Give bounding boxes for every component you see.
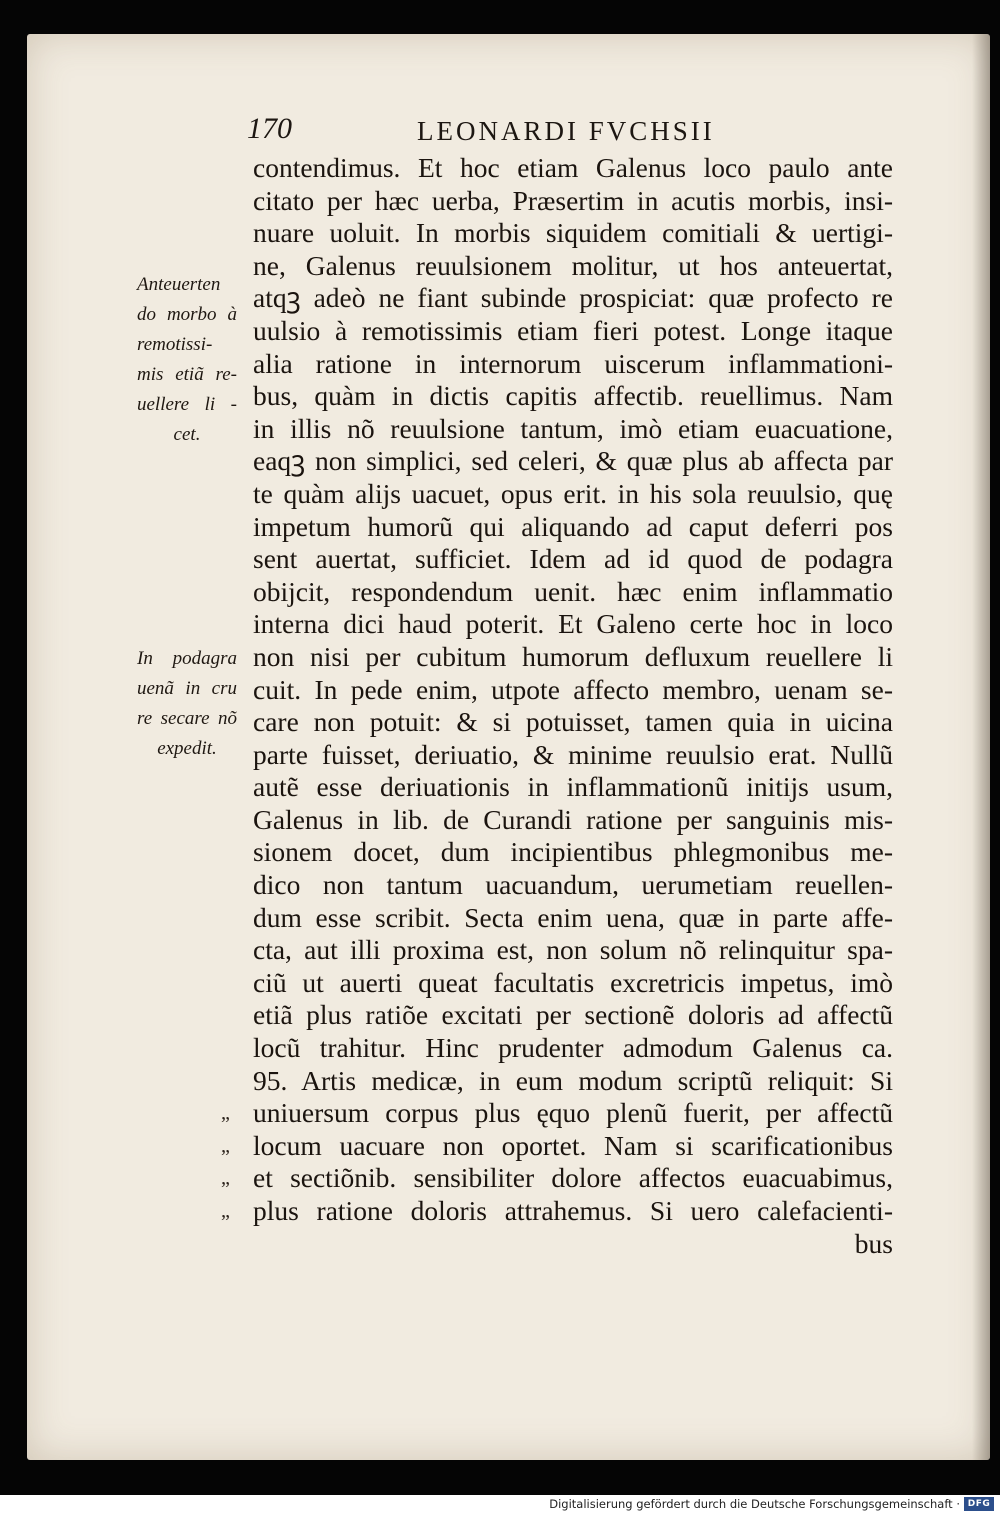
margin-note-line: uenã in cru [137, 678, 237, 699]
text-line: uulsio à remotissimis etiam fieri potest. Longe itaque [253, 314, 893, 346]
text-line: in illis nõ reuulsione tantum, imò etiam euacuatione, [253, 412, 893, 444]
text-line: non nisi per cubitum humorum defluxum reuellere li [253, 640, 893, 672]
text-line: citato per hæc uerba, Præsertim in acutis morbis, insi- [253, 184, 893, 216]
text-line: sionem docet, dum incipientibus phlegmonibus me- [253, 836, 893, 868]
text-line: care non potuit: & si potuisset, tamen quia in uicina [253, 706, 893, 738]
dfg-logo-icon: DFG [964, 1497, 994, 1511]
text-line: parte fuisset, deriuatio, & minime reuulsio erat. Nullũ [253, 738, 893, 770]
digitization-footer [0, 1495, 1000, 1515]
running-head [247, 112, 747, 152]
text-line: locũ trahitur. Hinc prudenter admodum Galenus ca. [253, 1032, 893, 1064]
margin-note-line: expedit. [157, 738, 217, 759]
margin-note-line: uellere li - [137, 394, 237, 415]
quoted-text-line [221, 1195, 893, 1228]
quotation-mark: „ [221, 1134, 230, 1157]
text-line: dum esse scribit. Secta enim uena, quæ in parte affe- [253, 901, 893, 933]
running-title: LEONARDI FVCHSII [417, 116, 715, 146]
text-line: ne, Galenus reuulsionem molitur, ut hos anteuertat, [253, 249, 893, 281]
margin-note-line: re secare nõ [137, 708, 237, 729]
quotation-mark: „ [221, 1102, 230, 1125]
text-line-content: locum uacuare non oportet. Nam si scarificationibus [253, 1129, 893, 1161]
text-line: ciũ ut auerti queat facultatis excretricis impetus, imò [253, 966, 893, 998]
text-line-content: uniuersum corpus plus ęquo plenũ fuerit, per affectũ [253, 1097, 893, 1129]
quoted-text-line [221, 1097, 893, 1130]
text-line: contendimus. Et hoc etiam Galenus loco paulo ante [253, 152, 893, 183]
text-line: obijcit, respondendum uenit. hæc enim inflammatio [253, 575, 893, 607]
margin-note-line: In podagra [137, 648, 237, 669]
text-line: atqꝫ adeò ne fiant subinde prospiciat: quæ profecto re [253, 282, 893, 314]
text-line-content: et sectiõnib. sensibiliter dolore affectos euacuabimus, [253, 1162, 893, 1194]
text-line: sent auertat, sufficiet. Idem ad id quod de podagra [253, 543, 893, 575]
text-line: autẽ esse deriuationis in inflammationũ initijs usum, [253, 771, 893, 803]
margin-note-anteuertendo [137, 270, 237, 450]
quotation-mark: „ [221, 1200, 230, 1222]
text-line: dico non tantum uacuandum, uerumetiam reuellen- [253, 869, 893, 901]
text-line: interna dici haud poterit. Et Galeno certe hoc in loco [253, 608, 893, 640]
text-line: alia ratione in internorum uiscerum inflammationi- [253, 347, 893, 379]
text-line: bus, quàm in dictis capitis affectib. reuellimus. Nam [253, 380, 893, 412]
main-text-block [221, 152, 893, 1260]
book-page [27, 34, 990, 1460]
text-line: cta, aut illi proxima est, non solum nõ relinquitur spa- [253, 934, 893, 966]
text-line: etiã plus ratiõe excitati per sectionẽ doloris ad affectũ [253, 999, 893, 1031]
quoted-text-line [221, 1162, 893, 1195]
quoted-text-line [221, 1129, 893, 1163]
margin-note-line: cet. [173, 424, 201, 445]
margin-note-line: Anteuerten [137, 274, 221, 295]
text-line: Galenus in lib. de Curandi ratione per sanguinis mis- [253, 803, 893, 835]
text-line: 95. Artis medicæ, in eum modum scriptũ reliquit: Si [253, 1064, 893, 1096]
margin-note-podagra [137, 644, 237, 764]
text-line: te quàm alijs uacuet, opus erit. in his sola reuulsio, quę [253, 477, 893, 509]
margin-note-line: mis etiã re- [137, 364, 237, 385]
text-line-content: plus ratione doloris attrahemus. Si uero calefacienti- [253, 1195, 893, 1226]
page-number: 170 [247, 112, 292, 145]
catchword: bus [854, 1227, 893, 1259]
quotation-mark: „ [221, 1167, 230, 1190]
text-line: impetum humorũ qui aliquando ad caput deferri pos [253, 510, 893, 542]
page-gutter-shadow [972, 34, 990, 1460]
text-line: eaqꝫ non simplici, sed celeri, & quæ plus ab affecta par [253, 445, 893, 477]
margin-note-line: remotissi- [137, 334, 213, 355]
margin-note-line: do morbo à [137, 304, 237, 325]
text-line: cuit. In pede enim, utpote affecto membro, uenam se- [253, 673, 893, 705]
text-line: nuare uoluit. In morbis siquidem comitiali & uertigi- [253, 217, 893, 249]
funding-credit: Digitalisierung gefördert durch die Deutsche Forschungsgemeinschaft · [549, 1497, 960, 1511]
